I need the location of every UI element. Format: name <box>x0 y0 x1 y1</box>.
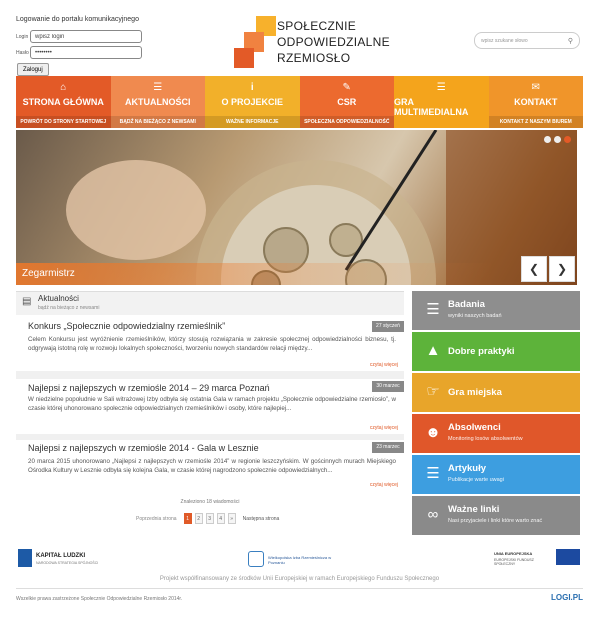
people-icon: ☻ <box>425 424 441 441</box>
news-item-date: 27 styczeń <box>372 321 404 332</box>
news-item-date: 23 marzec <box>372 442 404 453</box>
news-item-date: 30 marzec <box>372 381 404 392</box>
link-icon: ∞ <box>427 506 439 523</box>
contact-icon: ✉ <box>531 82 540 93</box>
game-icon: ☰ <box>436 82 446 93</box>
divider <box>16 588 583 589</box>
info-icon: i <box>250 82 254 93</box>
password-input[interactable] <box>30 46 142 59</box>
news-item-body: 20 marca 2015 uhonorowano „Najlepsi z najlepszych w rzemiośle 2014” w regionie leszczyńskim. W gościnnych murach Miejskiego Ośrodka Kultury w Lesznie odbyła się kolejna Gala, w czasie której nagrodzono społecznie odpowiedzialnych... <box>28 458 396 474</box>
login-input[interactable] <box>30 30 142 43</box>
tile-articles[interactable]: ☰ Artykuły Publikacje warte uwagi <box>412 455 580 494</box>
page-link[interactable]: 4 <box>217 513 225 524</box>
izba-logo <box>248 551 264 567</box>
funding-note: Projekt współfinansowany ze środków Unii Europejskiej w ramach Europejskiego Funduszu Społecznego <box>159 576 440 582</box>
news-header <box>16 291 404 315</box>
login-label: Login <box>16 33 29 40</box>
slider-next-button[interactable]: ❯ <box>549 256 575 282</box>
news-item <box>16 379 404 434</box>
home-icon: ⌂ <box>60 82 67 93</box>
slider-dot[interactable] <box>564 136 571 143</box>
news-item-body: Celem Konkursu jest wyróżnienie rzemieślników, którzy stosują rozwiązania w zakresie społecznej odpowiedzialności biznesu, tj. odgrywają istotną rolę w rozwoju lokalnych społeczności, tworzeniu nowych standardów relacji między... <box>28 336 396 352</box>
search-input[interactable]: wpisz szukane słowo <box>481 37 528 44</box>
login-submit-button[interactable]: Zaloguj <box>17 63 49 76</box>
page-link[interactable]: 3 <box>206 513 214 524</box>
pagination <box>136 513 279 524</box>
tile-city-game[interactable]: ☞ Gra miejska <box>412 373 580 412</box>
thumbs-up-icon: ▲ <box>425 342 441 359</box>
news-item-title[interactable]: Najlepsi z najlepszych w rzemiośle 2014 - Gala w Lesznie <box>28 443 259 453</box>
tile-research[interactable]: ☰ Badania wyniki naszych badań <box>412 291 580 330</box>
news-title: Aktualności <box>38 294 79 303</box>
read-more-link[interactable]: czytaj więcej <box>369 362 398 368</box>
search-box[interactable] <box>474 32 580 49</box>
list-icon: ☰ <box>153 82 163 93</box>
main-nav <box>16 76 583 128</box>
hero-slider[interactable] <box>16 130 577 285</box>
csr-icon: ✎ <box>342 82 351 93</box>
copyright: Wszelkie prawa zastrzeżone Społecznie Odpowiedzialne Rzemiosło 2014r. <box>16 596 183 602</box>
news-icon: ▤ <box>22 296 32 307</box>
login-title: Logowanie do portalu komunikacyjnego <box>16 16 139 23</box>
nav-home[interactable]: ⌂ STRONA GŁÓWNA POWRÓT DO STRONY STARTOWEJ <box>16 76 111 128</box>
news-item-body: W niedzielne popołudnie w Sali witrażowej Izby odbyła się ostatnia Gala w ramach projektu „Społecznie odpowiedzialne rzemiosło”, w czasie której uhonorowano społecznie odpowiedzialnych rzemieślników i osoby, które najlepiej... <box>28 396 396 412</box>
slider-caption: Zegarmistrz <box>16 263 496 285</box>
slider-prev-button[interactable]: ❮ <box>521 256 547 282</box>
logo-text[interactable]: SPOŁECZNIE ODPOWIEDZIALNE RZEMIOSŁO <box>277 19 390 65</box>
divider <box>16 371 404 379</box>
tile-good-practices[interactable]: ▲ Dobre praktyki <box>412 332 580 371</box>
news-item-title[interactable]: Konkurs „Społecznie odpowiedzialny rzemieślnik” <box>28 321 226 331</box>
read-more-link[interactable]: czytaj więcej <box>369 425 398 431</box>
slider-dot[interactable] <box>544 136 551 143</box>
password-row <box>16 46 142 59</box>
runner-icon: ☞ <box>426 383 440 400</box>
news-subtitle: bądź na bieżąco z newsami <box>38 305 100 311</box>
page-link[interactable]: » <box>228 513 236 524</box>
news-item <box>16 440 404 495</box>
nav-news[interactable]: ☰ AKTUALNOŚCI BĄDŹ NA BIEŻĄCO Z NEWSAMI <box>111 76 206 128</box>
partner-logos: KAPITAŁ LUDZKI NARODOWA STRATEGIA SPÓJNOŚCI Wielkopolska Izba Rzemieślnicza w Poznaniu UNIA EUROPEJSKA EUROPEJSKI FUNDUSZ SPOŁECZNY <box>16 545 583 575</box>
results-count: Znaleziono 18 wiadomości <box>180 499 240 505</box>
nav-about[interactable]: i O PROJEKCIE WAŻNE INFORMACJE <box>205 76 300 128</box>
search-icon[interactable]: ⚲ <box>567 37 573 45</box>
page-link[interactable]: 1 <box>184 513 192 524</box>
logi-brand[interactable]: LOGI.PL <box>551 593 583 602</box>
nav-csr[interactable]: ✎ CSR SPOŁECZNA ODPOWIEDZIALNOŚĆ <box>300 76 395 128</box>
tile-links[interactable]: ∞ Ważne linki Nasi przyjaciele i linki które warto znać <box>412 496 580 535</box>
read-more-link[interactable]: czytaj więcej <box>369 482 398 488</box>
login-row <box>16 30 142 43</box>
news-item-title[interactable]: Najlepsi z najlepszych w rzemiośle 2014 – 29 marca Poznań <box>28 383 270 393</box>
nav-game[interactable]: ☰ GRA MULTIMEDIALNA <box>394 76 489 128</box>
chart-icon: ☰ <box>426 301 440 318</box>
tile-graduates[interactable]: ☻ Absolwenci Monitoring losów absolwentów <box>412 414 580 453</box>
page-link[interactable]: 2 <box>195 513 203 524</box>
nav-contact[interactable]: ✉ KONTAKT KONTAKT Z NASZYM BIUREM <box>489 76 584 128</box>
next-page-link[interactable]: Następna strona <box>242 515 280 522</box>
logo-mark <box>232 14 278 70</box>
slider-dot[interactable] <box>554 136 561 143</box>
articles-icon: ☰ <box>426 465 440 482</box>
news-item <box>16 316 404 371</box>
password-label: Hasło <box>16 49 29 56</box>
eu-flag-icon <box>556 549 580 565</box>
prev-page-link[interactable]: Poprzednia strona <box>136 515 177 522</box>
slider-dots <box>544 136 571 143</box>
kapital-ludzki-logo <box>18 549 32 567</box>
watch-image <box>16 130 577 285</box>
